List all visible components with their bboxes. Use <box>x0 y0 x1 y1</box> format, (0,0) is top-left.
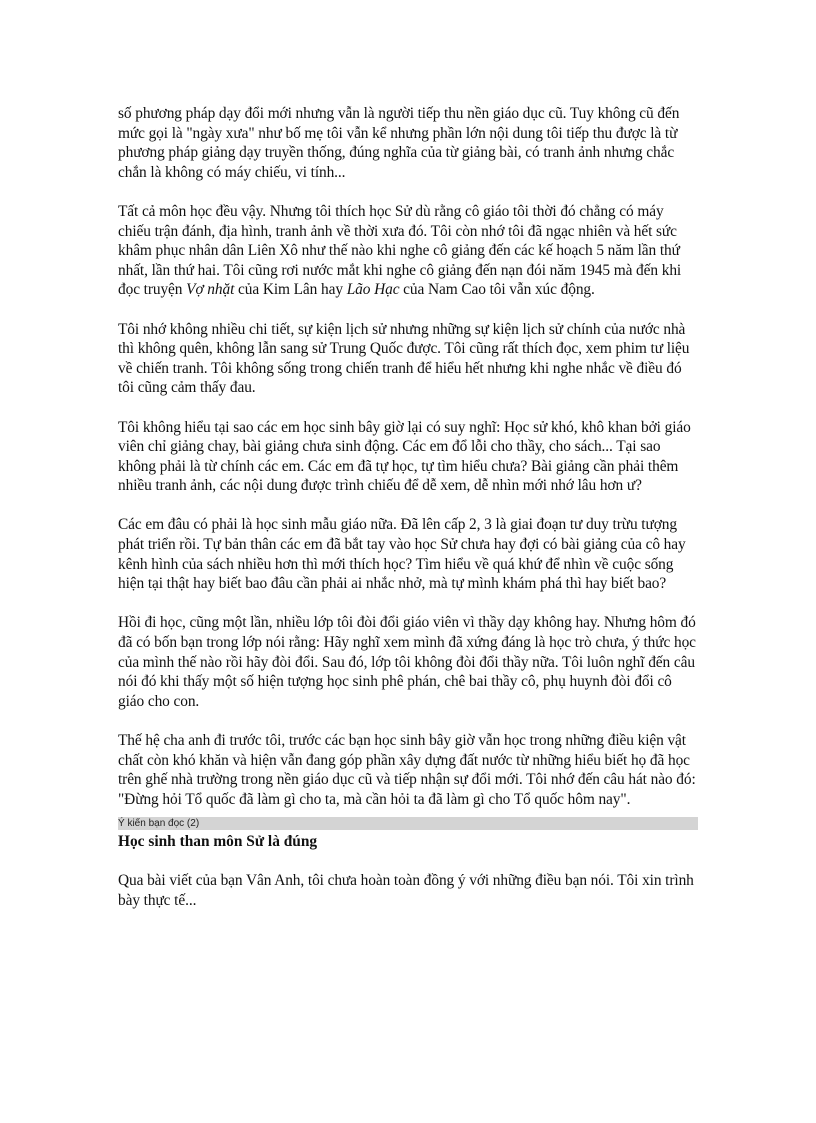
paragraph-2 <box>118 202 698 300</box>
paragraph-2-text-b: của Kim Lân hay <box>234 281 347 299</box>
paragraph-2-text-c: của Nam Cao tôi vẫn xúc động. <box>399 281 595 299</box>
paragraph-5: Các em đâu có phải là học sinh mẫu giáo nữa. Đã lên cấp 2, 3 là giai đoạn tư duy trừu tượng phát triển rồi. Tự bản thân các em đã bắt tay vào học Sử chưa hay đợi có bài giảng của cô hay kênh hình của sách nhiều hơn thì mới thích học? Tìm hiểu về quá khứ để nhìn về cuộc sống hiện tại thật hay biết bao đâu cần phải ai nhắc nhở, mà tự mình khám phá thì hay biết bao? <box>118 516 686 593</box>
paragraph-4: Tôi không hiểu tại sao các em học sinh bây giờ lại có suy nghĩ: Học sử khó, khô khan bởi giáo viên chỉ giảng chay, bài giảng chưa sinh động. Các em đổ lỗi cho thầy, cho sách... Tại sao không phải là từ chính các em. Các em đã tự học, tự tìm hiểu chưa? Bài giảng cần phải thêm nhiều tranh ảnh, các nội dung được trình chiếu để dễ xem, dễ nhìn mới nhớ lâu hơn ư? <box>118 418 691 495</box>
book-title-lao-hac: Lão Hạc <box>346 281 400 299</box>
paragraph-2-text-a: Tất cả môn học đều vậy. Nhưng tôi thích học Sử dù rằng cô giáo tôi thời đó chẳng có máy chiếu trận đánh, địa hình, tranh ảnh về thời xưa đó. Tôi còn nhớ tôi đã ngạc nhiên và hết sức khâm phục nhân dân Liên Xô như thế nào khi nghe cô giảng đến các kế hoạch 5 năm lần thứ nhất, lần thứ hai. Tôi cũng rơi nước mắt khi nghe cô giảng đến nạn đói năm 1945 mà đến khi đọc truyện <box>118 202 682 299</box>
paragraph-1: số phương pháp dạy đổi mới nhưng vẫn là người tiếp thu nền giáo dục cũ. Tuy không cũ đến mức gọi là "ngày xưa" như bố mẹ tôi vẫn kể nhưng phần lớn nội dung tôi tiếp thu được là từ phương pháp giảng dạy truyền thống, đúng nghĩa của từ giảng bài, có tranh ảnh nhưng chắc chắn là không có máy chiếu, vi tính... <box>118 105 680 181</box>
document-page <box>118 104 698 930</box>
paragraph-7: Thế hệ cha anh đi trước tôi, trước các bạn học sinh bây giờ vẫn học trong những điều kiện vật chất còn khó khăn và hiện vẫn đang góp phần xây dựng đất nước từ những hiểu biết họ đã học trên ghế nhà trường trong nền giáo dục cũ và tiếp nhận sự đổi mới. Tôi nhớ đến câu hát nào đó: "Đừng hỏi Tổ quốc đã làm gì cho ta, mà cần hỏi ta đã làm gì cho Tổ quốc hôm nay". <box>118 732 696 808</box>
comment-title: Học sinh than môn Sử là đúng <box>118 833 318 851</box>
comment-body: Qua bài viết của bạn Vân Anh, tôi chưa hoàn toàn đồng ý với những điều bạn nói. Tôi xin trình bày thực tế... <box>118 872 694 909</box>
reader-comments-header: Ý kiến bạn đọc (2) <box>118 817 698 830</box>
paragraph-6: Hồi đi học, cũng một lần, nhiều lớp tôi đòi đổi giáo viên vì thầy dạy không hay. Nhưng hôm đó đã có bốn bạn trong lớp nói rằng: Hãy nghĩ xem mình đã xứng đáng là học trò chưa, ý thức học của mình thế nào rồi hãy đòi đổi. Sau đó, lớp tôi không đòi đổi thầy nữa. Tôi luôn nghĩ đến câu nói đó khi thấy một số hiện tượng học sinh phê phán, chê bai thầy cô, phụ huynh đòi đổi cô giáo cho con. <box>118 614 696 710</box>
paragraph-3: Tôi nhớ không nhiều chi tiết, sự kiện lịch sử nhưng những sự kiện lịch sử chính của nước nhà thì không quên, không lẫn sang sử Trung Quốc được. Tôi cũng rất thích đọc, xem phim tư liệu về chiến tranh. Tôi không sống trong chiến tranh để hiểu hết nhưng khi nghe nhắc về điều đó tôi cũng cảm thấy đau. <box>118 320 690 397</box>
book-title-vo-nhat: Vợ nhặt <box>186 281 235 299</box>
